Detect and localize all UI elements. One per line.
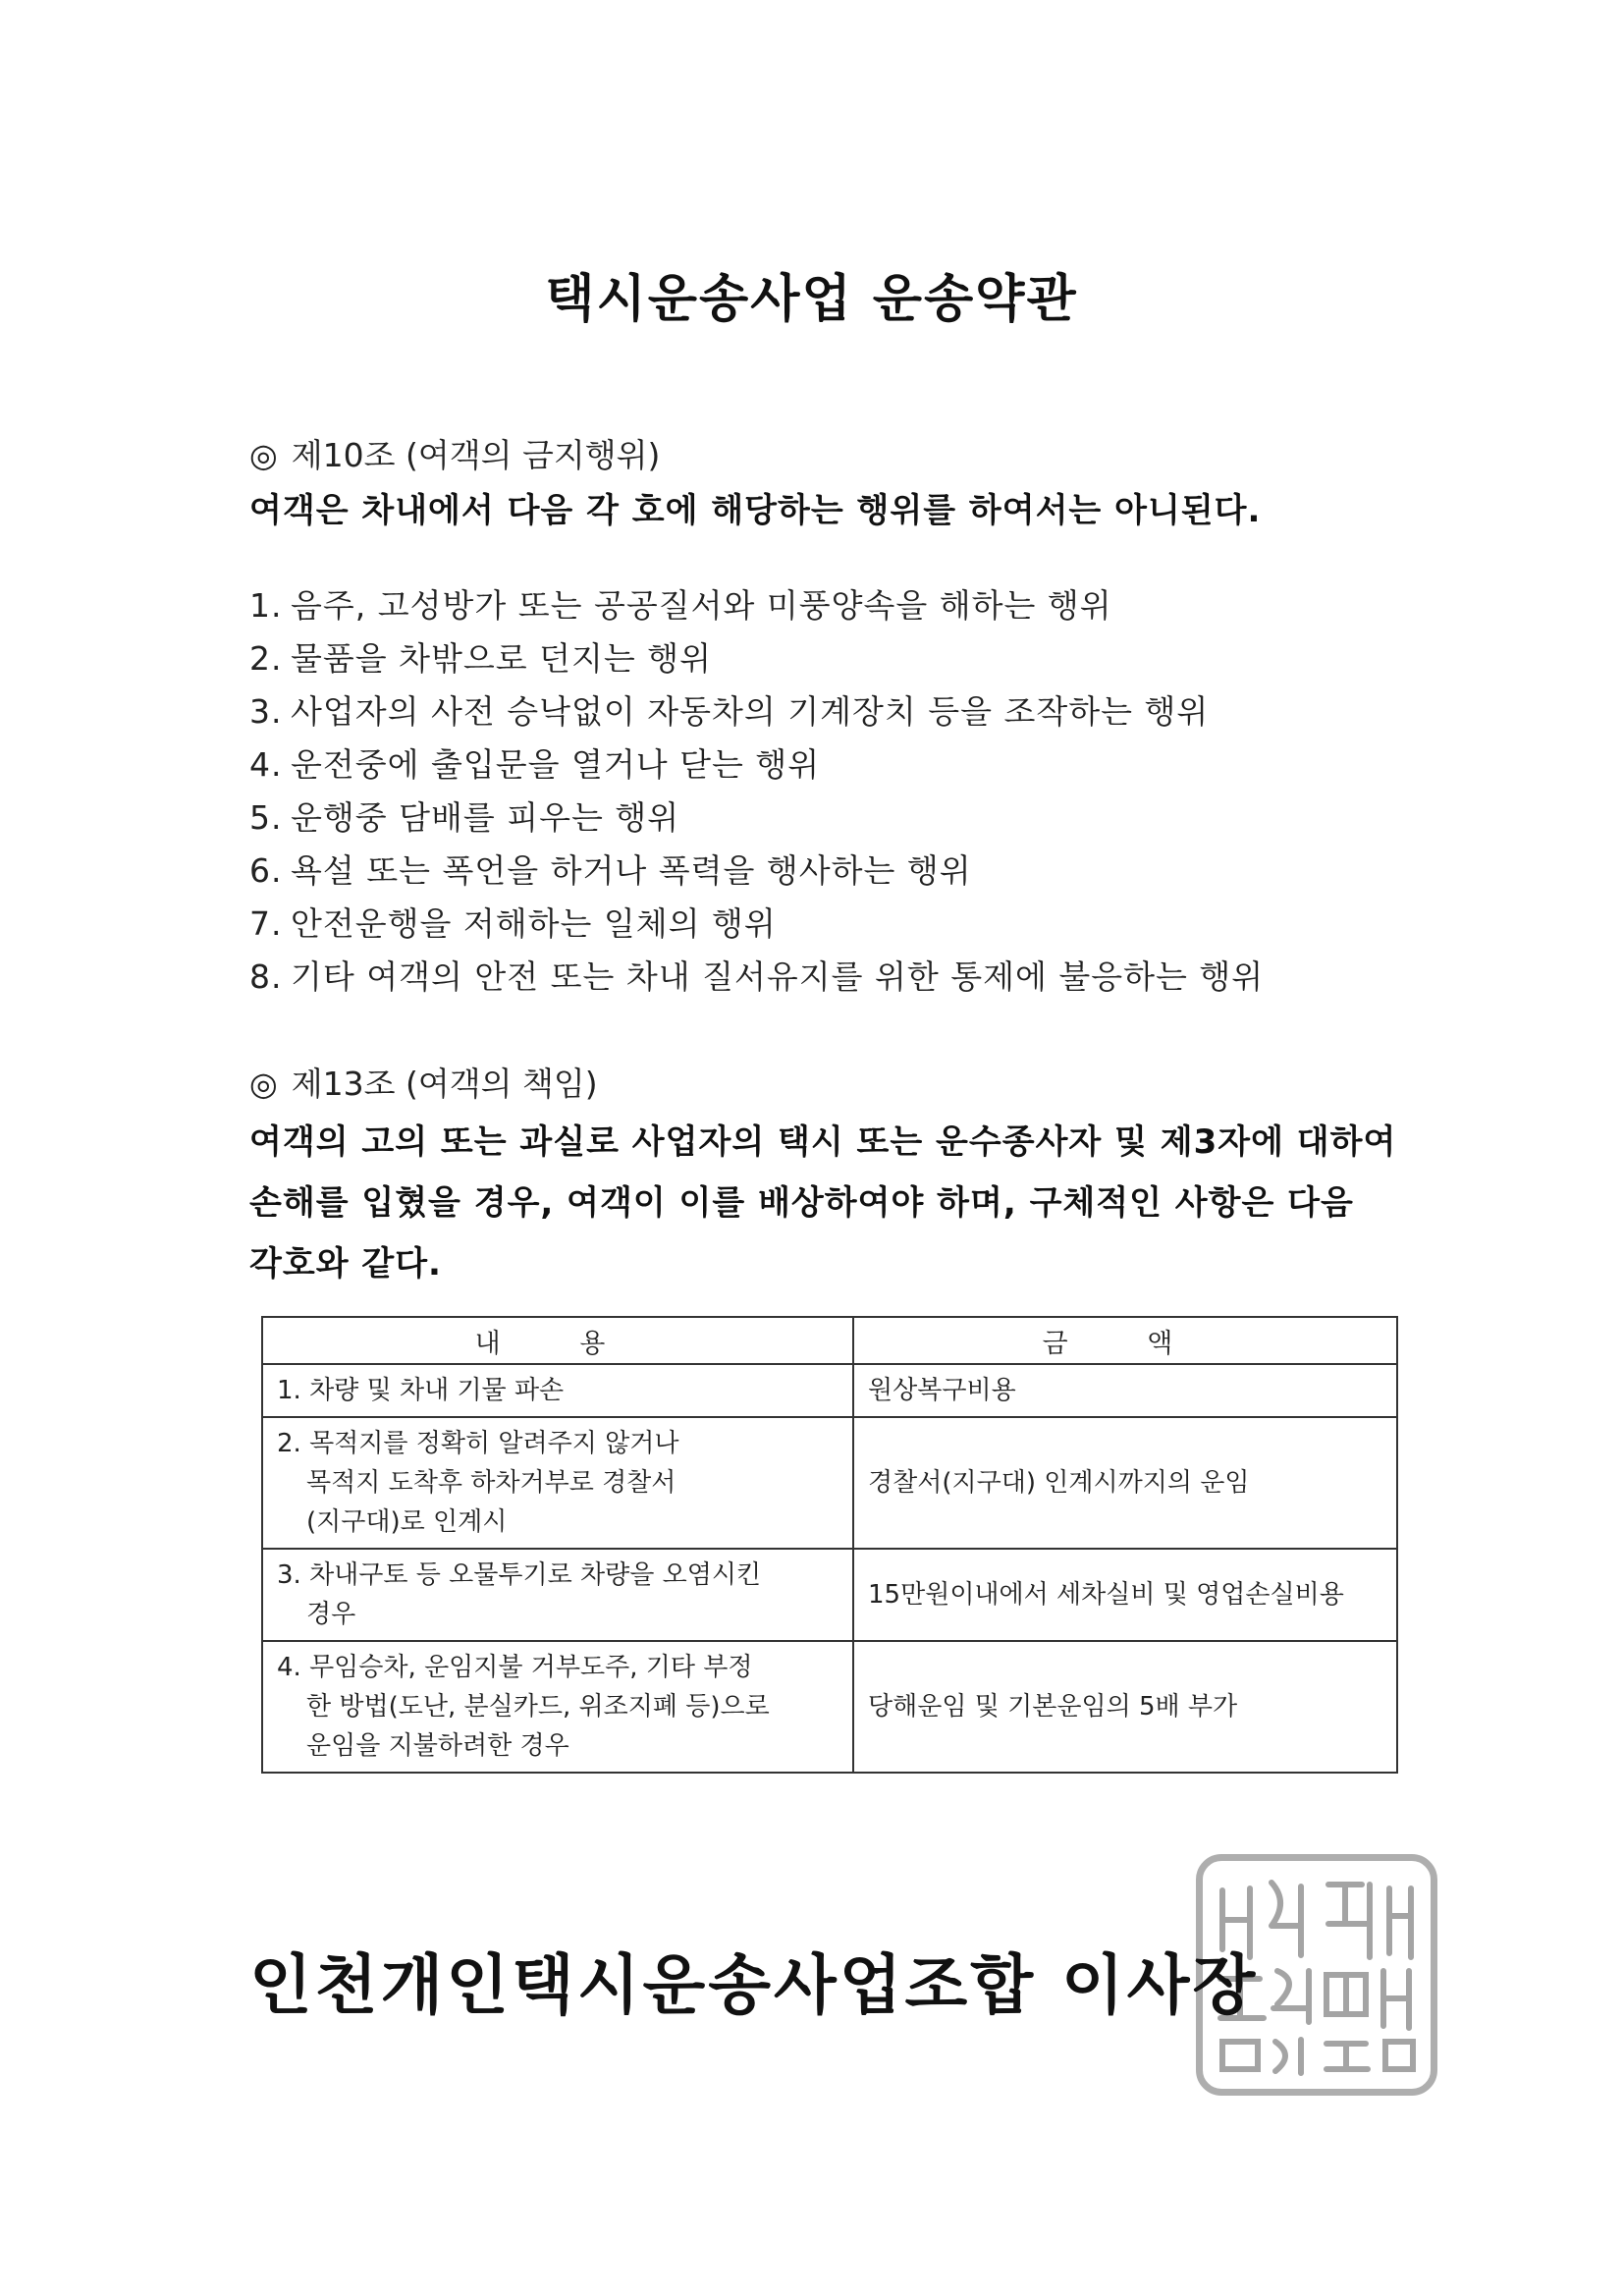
list-item-number: 5. [249, 798, 283, 837]
table-header-row [262, 1317, 1397, 1364]
list-item [249, 845, 1428, 898]
table-cell-amount: 당해운임 및 기본운임의 5배 부가 [853, 1641, 1397, 1773]
column-header-content: 내 용 [262, 1317, 853, 1364]
table-row [262, 1549, 1397, 1641]
list-item-number: 1. [249, 586, 283, 625]
list-item-text: 안전운행을 저해하는 일체의 행위 [291, 904, 777, 943]
list-item-text: 사업자의 사전 승낙없이 자동차의 기계장치 등을 조작하는 행위 [291, 692, 1210, 731]
table-cell-amount: 원상복구비용 [853, 1364, 1397, 1417]
list-item [249, 792, 1428, 845]
article-10-heading-text: 제10조 (여객의 금지행위) [291, 436, 661, 474]
table-cell-content [262, 1549, 853, 1641]
list-item [249, 898, 1428, 951]
list-item-number: 2. [249, 639, 283, 678]
list-item-text: 음주, 고성방가 또는 공공질서와 미풍양속을 해하는 행위 [291, 586, 1112, 625]
list-item [249, 951, 1428, 1004]
list-item [249, 685, 1428, 738]
list-item-number: 7. [249, 904, 283, 943]
list-item-text: 운행중 담배를 피우는 행위 [291, 798, 680, 837]
article-13-body-line: 여객의 고의 또는 과실로 사업자의 택시 또는 운수종사자 및 제3자에 대하여 [249, 1122, 1397, 1162]
table-cell-amount: 경찰서(지구대) 인계시까지의 운임 [853, 1417, 1397, 1549]
list-item-text: 운전중에 출입문을 열거나 닫는 행위 [291, 745, 821, 784]
cell-line: 2. 목적지를 정확히 알려주지 않거나 [277, 1429, 679, 1458]
table-row [262, 1364, 1397, 1417]
list-item [249, 738, 1428, 792]
article-13-body [249, 1112, 1408, 1294]
column-header-amount: 금 액 [853, 1317, 1397, 1364]
article-10 [249, 434, 1408, 538]
article-10-intro: 여객은 차내에서 다음 각 호에 해당하는 행위를 하여서는 아니된다. [249, 491, 1262, 530]
double-circle-icon: ◎ [249, 1065, 278, 1103]
table-cell-content [262, 1417, 853, 1549]
table-cell-content [262, 1641, 853, 1773]
table-cell-content [262, 1364, 853, 1417]
issuer-signature: 인천개인택시운송사업조합 이사장 [249, 1947, 1259, 2023]
cell-line: 한 방법(도난, 분실카드, 위조지폐 등)으로 [306, 1692, 770, 1722]
list-item [249, 579, 1428, 632]
table-row [262, 1417, 1397, 1549]
article-13-body-line: 손해를 입혔을 경우, 여객이 이를 배상하여야 하며, 구체적인 사항은 다음 [249, 1183, 1354, 1223]
cell-line: 1. 차량 및 차내 기물 파손 [277, 1376, 565, 1405]
cell-line: 경우 [306, 1600, 356, 1629]
cell-line: 4. 무임승차, 운임지불 거부도주, 기타 부정 [277, 1653, 753, 1682]
list-item-text: 기타 여객의 안전 또는 차내 질서유지를 위한 통제에 불응하는 행위 [291, 957, 1265, 996]
cell-line: 3. 차내구토 등 오물투기로 차량을 오염시킨 [277, 1560, 762, 1590]
list-item-number: 8. [249, 957, 283, 996]
article-13-heading [249, 1063, 1408, 1106]
table-cell-amount: 15만원이내에서 세차실비 및 영업손실비용 [853, 1549, 1397, 1641]
article-10-heading [249, 434, 1408, 477]
prohibited-acts-list [249, 579, 1428, 1004]
liability-fee-table [261, 1316, 1398, 1774]
cell-line: 목적지 도착후 하차거부로 경찰서 [306, 1468, 676, 1498]
document-title: 택시운송사업 운송약관 [545, 270, 1078, 329]
list-item-number: 4. [249, 745, 283, 784]
list-item [249, 632, 1428, 685]
cell-line: 운임을 지불하려한 경우 [306, 1731, 569, 1761]
article-13 [249, 1063, 1408, 1294]
article-13-heading-text: 제13조 (여객의 책임) [291, 1065, 598, 1103]
list-item-text: 욕설 또는 폭언을 하거나 폭력을 행사하는 행위 [291, 851, 972, 890]
list-item-text: 물품을 차밖으로 던지는 행위 [291, 639, 713, 678]
list-item-number: 6. [249, 851, 283, 890]
table-row [262, 1641, 1397, 1773]
list-item-number: 3. [249, 692, 283, 731]
double-circle-icon: ◎ [249, 436, 278, 474]
cell-line: (지구대)로 인계시 [306, 1507, 508, 1537]
article-13-body-line: 각호와 같다. [249, 1244, 442, 1284]
